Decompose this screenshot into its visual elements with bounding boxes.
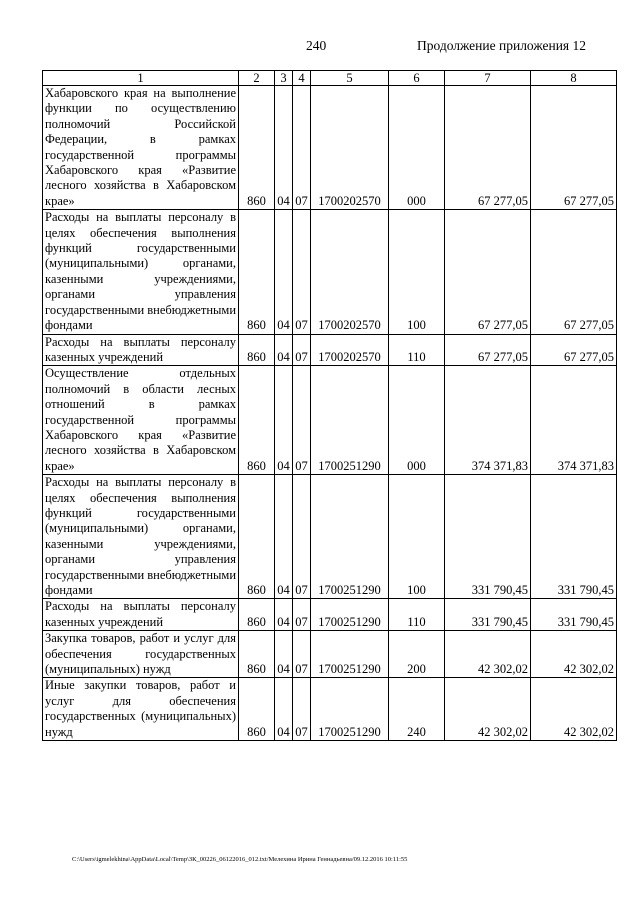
expense-type-code: 240 [389,678,445,741]
column-header: 7 [445,71,531,86]
amount-col8: 67 277,05 [531,210,617,334]
expense-type-code: 000 [389,366,445,475]
target-article-code: 1700251290 [311,475,389,599]
row-name: Осуществление отдельных полномочий в области лесных отношений в рамках государственной программы Хабаровского края «Развитие лесного хозяйства в Хабаровском крае» [43,366,239,475]
table-row [43,475,617,599]
amount-col8: 42 302,02 [531,631,617,678]
amount-col8: 331 790,45 [531,599,617,631]
expense-type-code: 110 [389,334,445,366]
subsection-code: 04 [275,631,293,678]
subsection-code: 04 [275,366,293,475]
amount-col7: 331 790,45 [445,475,531,599]
amount-col7: 374 371,83 [445,366,531,475]
section-code: 860 [239,631,275,678]
target-article-code: 1700202570 [311,86,389,210]
section-code: 860 [239,678,275,741]
subsection-code-2: 07 [293,475,311,599]
subsection-code-2: 07 [293,366,311,475]
amount-col7: 42 302,02 [445,631,531,678]
table-row [43,334,617,366]
section-code: 860 [239,334,275,366]
expense-type-code: 100 [389,210,445,334]
table-row [43,86,617,210]
expense-type-code: 110 [389,599,445,631]
amount-col8: 331 790,45 [531,475,617,599]
continuation-title: Продолжение приложения 12 [417,38,587,53]
subsection-code-2: 07 [293,210,311,334]
table-row [43,366,617,475]
row-name: Иные закупки товаров, работ и услуг для обеспечения государственных (муниципальных) нужд [43,678,239,741]
table-header-row [43,71,617,86]
row-name: Расходы на выплаты персоналу казенных учреждений [43,334,239,366]
amount-col8: 374 371,83 [531,366,617,475]
subsection-code: 04 [275,678,293,741]
section-code: 860 [239,366,275,475]
row-name: Расходы на выплаты персоналу в целях обеспечения выполнения функций государственными (муниципальными) органами, казенными учреждениями, органами управления государственными внебюджетными фондами [43,210,239,334]
column-header: 2 [239,71,275,86]
subsection-code-2: 07 [293,631,311,678]
subsection-code-2: 07 [293,334,311,366]
target-article-code: 1700202570 [311,334,389,366]
target-article-code: 1700251290 [311,678,389,741]
expense-type-code: 100 [389,475,445,599]
row-name: Расходы на выплаты персоналу казенных учреждений [43,599,239,631]
column-header: 6 [389,71,445,86]
page-number: 240 [306,38,327,53]
column-header: 5 [311,71,389,86]
subsection-code-2: 07 [293,86,311,210]
amount-col7: 42 302,02 [445,678,531,741]
amount-col7: 67 277,05 [445,86,531,210]
column-header: 8 [531,71,617,86]
file-path-footer: C:\Users\igmelekhina\AppData\Local\Temp\ЗК_00226_06122016_012.txt/Мелехина Ирина Геннадьевна/09.12.2016 10:11:55 [72,856,408,863]
section-code: 860 [239,599,275,631]
target-article-code: 1700251290 [311,631,389,678]
subsection-code: 04 [275,475,293,599]
target-article-code: 1700251290 [311,599,389,631]
table-row [43,631,617,678]
amount-col7: 67 277,05 [445,210,531,334]
page-header [0,38,640,58]
expense-type-code: 000 [389,86,445,210]
section-code: 860 [239,475,275,599]
section-code: 860 [239,210,275,334]
table-row [43,599,617,631]
row-name: Хабаровского края на выполнение функции по осуществлению полномочий Российской Федерации, в рамках государственной программы Хабаровского края «Развитие лесного хозяйства в Хабаровском крае» [43,86,239,210]
target-article-code: 1700251290 [311,366,389,475]
subsection-code: 04 [275,334,293,366]
subsection-code: 04 [275,599,293,631]
amount-col8: 67 277,05 [531,334,617,366]
amount-col8: 67 277,05 [531,86,617,210]
row-name: Закупка товаров, работ и услуг для обеспечения государственных (муниципальных) нужд [43,631,239,678]
amount-col8: 42 302,02 [531,678,617,741]
column-header: 4 [293,71,311,86]
amount-col7: 331 790,45 [445,599,531,631]
budget-table [42,70,617,741]
column-header: 1 [43,71,239,86]
row-name: Расходы на выплаты персоналу в целях обеспечения выполнения функций государственными (муниципальными) органами, казенными учреждениями, органами управления государственными внебюджетными фондами [43,475,239,599]
subsection-code-2: 07 [293,678,311,741]
column-header: 3 [275,71,293,86]
amount-col7: 67 277,05 [445,334,531,366]
section-code: 860 [239,86,275,210]
subsection-code: 04 [275,86,293,210]
expense-type-code: 200 [389,631,445,678]
target-article-code: 1700202570 [311,210,389,334]
table-row [43,678,617,741]
table-row [43,210,617,334]
subsection-code: 04 [275,210,293,334]
subsection-code-2: 07 [293,599,311,631]
